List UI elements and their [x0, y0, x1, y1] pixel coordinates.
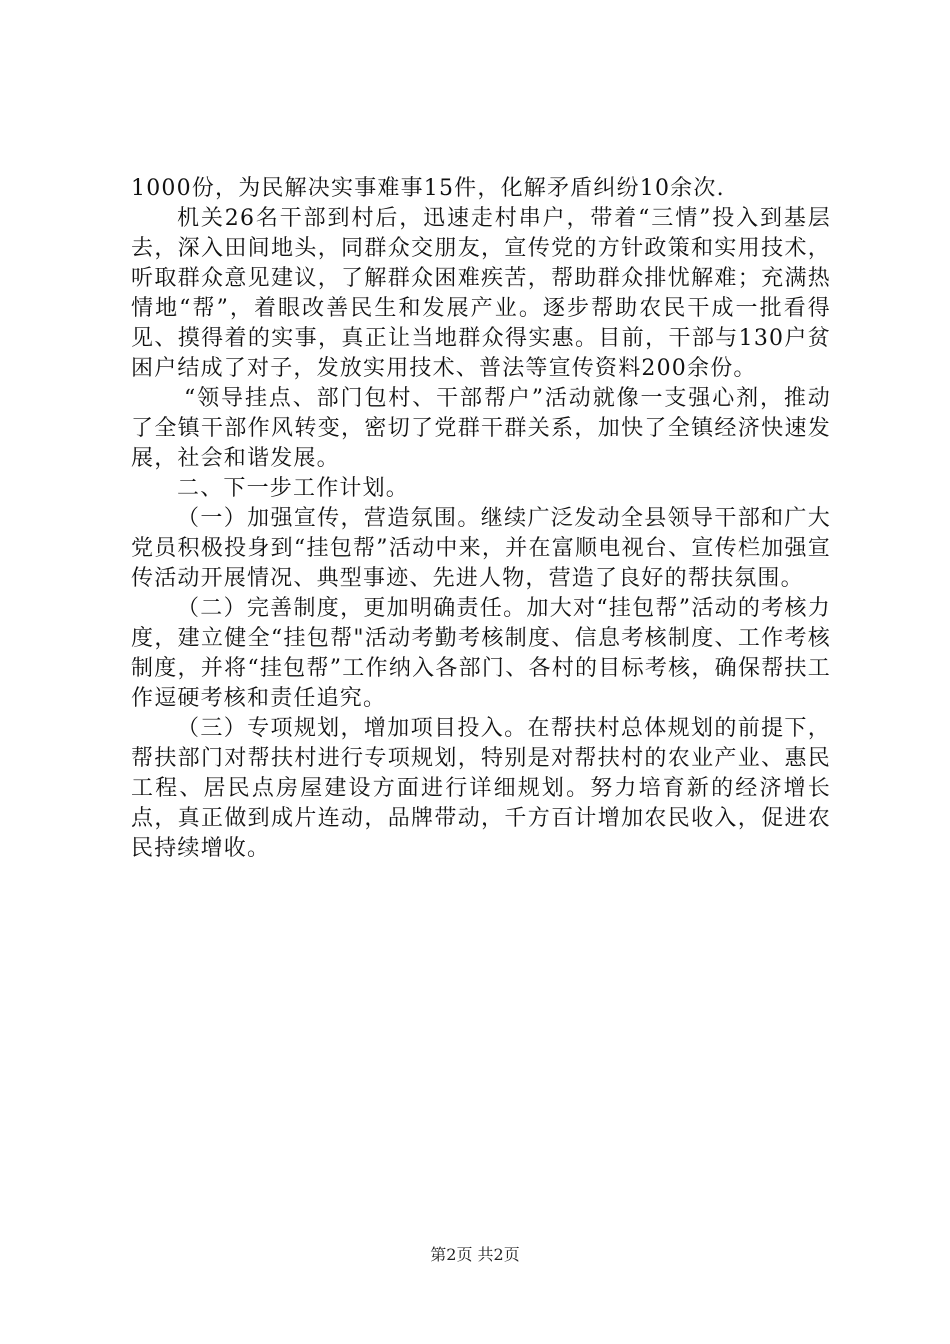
document-body [131, 174, 831, 864]
paragraph-cadres-to-villages: 机关26名干部到村后，迅速走村串户，带着“三情”投入到基层去，深入田间地头，同群众交朋友，宣传党的方针政策和实用技术，听取群众意见建议，了解群众困难疾苦，帮助群众排忧解难；充满热情地“帮”，着眼改善民生和发展产业。逐步帮助农民干成一批看得见、摸得着的实事，真正让当地群众得实惠。目前，干部与130户贫困户结成了对子，发放实用技术、普法等宣传资料200余份。 [131, 206, 831, 381]
page-number-footer: 第2页 共2页 [430, 1245, 520, 1264]
paragraph-continuation: 1000份，为民解决实事难事15件，化解矛盾纠纷10余次. [131, 176, 725, 201]
paragraph-plan-projects: （三）专项规划，增加项目投入。在帮扶村总体规划的前提下，帮扶部门对帮扶村进行专项规划，特别是对帮扶村的农业产业、惠民工程、居民点房屋建设方面进行详细规划。努力培育新的经济增长点，真正做到成片连动，品牌带动，千方百计增加农民收入，促进农民持续增收。 [131, 716, 831, 861]
paragraph-plan-publicity: （一）加强宣传，营造氛围。继续广泛发动全县领导干部和广大党员积极投身到“挂包帮”活动中来，并在富顺电视台、宣传栏加强宣传活动开展情况、典型事迹、先进人物，营造了良好的帮扶氛围。 [131, 506, 831, 591]
section-heading-next-steps: 二、下一步工作计划。 [177, 476, 410, 501]
paragraph-plan-system: （二）完善制度，更加明确责任。加大对“挂包帮”活动的考核力度，建立健全“挂包帮"活动考勤考核制度、信息考核制度、工作考核制度，并将“挂包帮”工作纳入各部门、各村的目标考核，确保帮扶工作逗硬考核和责任追究。 [131, 596, 831, 711]
paragraph-activity-effect: “领导挂点、部门包村、干部帮户”活动就像一支强心剂，推动了全镇干部作风转变，密切了党群干群关系，加快了全镇经济快速发展，社会和谐发展。 [131, 386, 831, 471]
